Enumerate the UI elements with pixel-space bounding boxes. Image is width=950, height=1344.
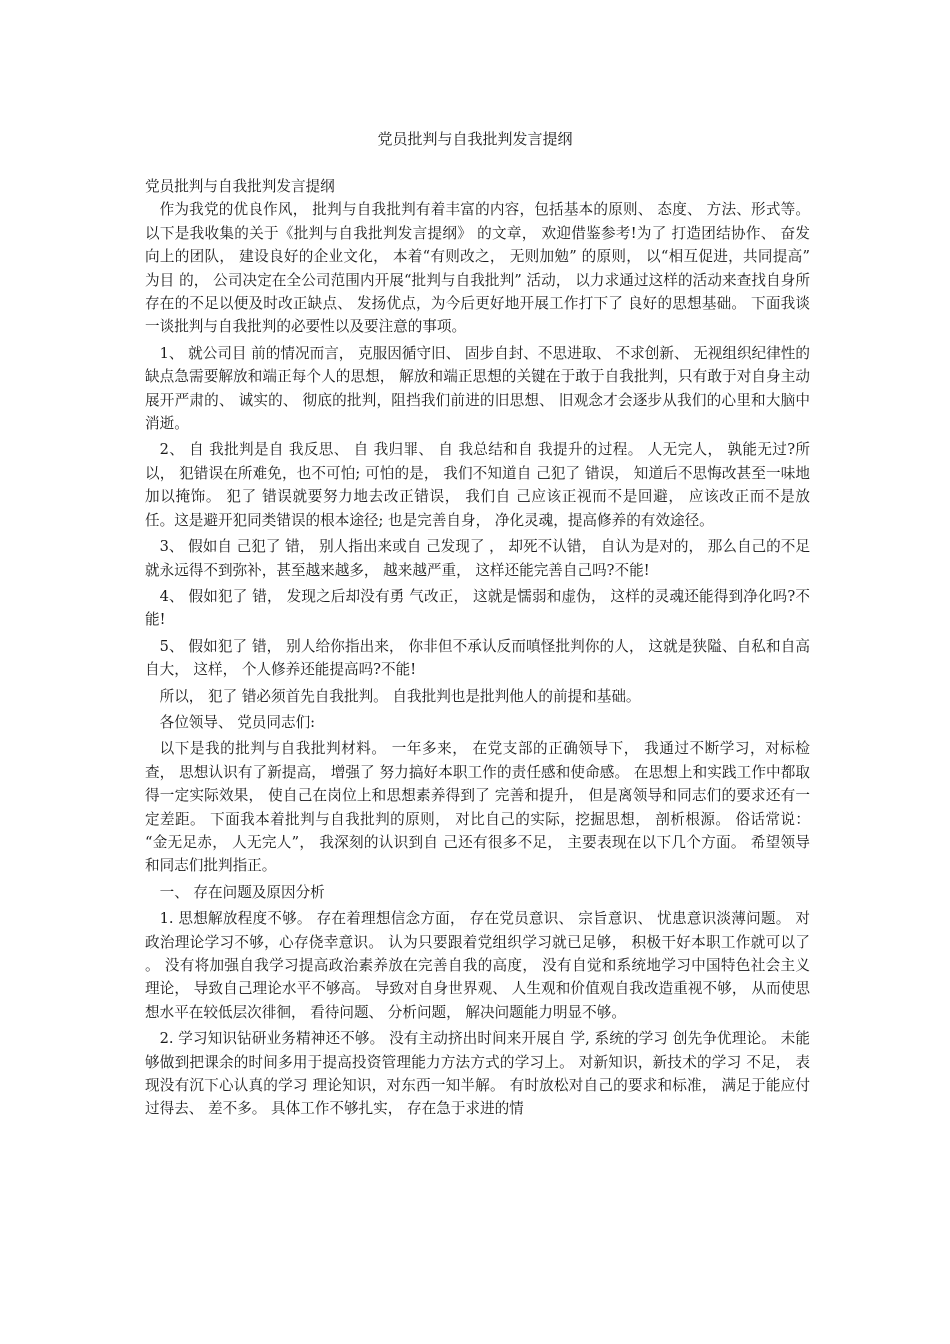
paragraph-salutation: 各位领导、 党员同志们:	[159, 713, 316, 731]
paragraph-point-2: 2、 自 我批判是自 我反思、 自 我归罪、 自 我总结和自 我提升的过程。 人无完人， 孰能无过?所以， 犯错误在所难免，也不可怕; 可怕的是， 我们不知道自 己犯了 错误， 知道后不思悔改甚至一味地加以掩饰。 犯了 错误就要努力地去改正错误， 我们自 己应该正视而不是回避， 应该改正而不是放任。这是避开犯同类错误的根本途径; 也是完善自身， 净化灵魂，提高修养的有效途径。	[145, 441, 810, 529]
paragraph-point-3: 3、 假如自 己犯了 错， 别人指出来或自 己发现了 ， 却死不认错， 自认为是对的， 那么自己的不足就永远得不到弥补，甚至越来越多， 越来越严重， 这样还能完善自己吗?不能!	[145, 538, 810, 579]
document-subtitle: 党员批判与自我批判发言提纲	[145, 178, 335, 195]
document-body	[145, 175, 810, 1124]
section-heading: 一、 存在问题及原因分析	[159, 883, 325, 901]
paragraph-conclusion: 所以， 犯了 错必须首先自我批判。 自我批判也是批判他人的前提和基础。	[159, 687, 641, 705]
paragraph-intro: 作为我党的优良作风， 批判与自我批判有着丰富的内容，包括基本的原则、 态度、 方法、形式等。 以下是我收集的关于《批判与自我批判发言提纲》 的文章， 欢迎借鉴参考!为了 打造团结协作、 奋发向上的团队， 建设良好的企业文化， 本着“有则改之， 无则加勉” 的原则， 以“相互促进，共同提高” 为目 的， 公司决定在全公司范围内开展“批判与自我批判” 活动， 以力求通过这样的活动来查找自身所存在的不足以便及时改正缺点、 发扬优点，为今后更好地开展工作打下了 良好的思想基础。 下面我谈一谈批判与自我批判的必要性以及要注意的事项。	[145, 201, 810, 336]
paragraph-issue-1: 1. 思想解放程度不够。 存在着理想信念方面， 存在党员意识、 宗旨意识、 忧患意识淡薄问题。 对政治理论学习不够，心存侥幸意识。 认为只要跟着党组织学习就已足够， 积极干好本职工作就可以了 。 没有将加强自我学习提高政治素养放在完善自我的高度， 没有自觉和系统地学习中国特色社会主义理论， 导致自己理论水平不够高。 导致对自身世界观、 人生观和价值观自我改造重视不够， 从而使思想水平在较低层次徘徊， 看待问题、 分析问题， 解决问题能力明显不够。	[145, 910, 810, 1021]
paragraph-point-4: 4、 假如犯了 错， 发现之后却没有勇 气改正， 这就是懦弱和虚伪， 这样的灵魂还能得到净化吗?不能!	[145, 587, 810, 629]
paragraph-self-review: 以下是我的批判与自我批判材料。 一年多来， 在党支部的正确领导下， 我通过不断学习，对标检查， 思想认识有了新提高， 增强了 努力搞好本职工作的责任感和使命感。 在思想上和实践工作中都取得一定实际效果， 使自己在岗位上和思想素养得到了 完善和提升， 但是离领导和同志们的要求还有一定差距。 下面我本着批判与自我批判的原则， 对比自己的实际，挖掘思想， 剖析根源。 俗话常说： “金无足赤， 人无完人”， 我深刻的认识到自 己还有很多不足， 主要表现在以下几个方面。 希望领导和同志们批判指正。	[145, 740, 810, 875]
paragraph-point-5: 5、 假如犯了 错， 别人给你指出来， 你非但不承认反而嗔怪批判你的人， 这就是狭隘、自私和自高自大， 这样， 个人修养还能提高吗?不能!	[145, 637, 810, 679]
paragraph-issue-2: 2. 学习知识钻研业务精神还不够。 没有主动挤出时间来开展自 学, 系统的学习 创先争优理论。 未能够做到把课余的时间多用于提高投资管理能力方法方式的学习上。 对新知识，新技术的学习 不足， 表现没有沉下心认真的学习 理论知识，对东西一知半解。 有时放松对自己的要求和标准， 满足于能应付过得去、 差不多。 具体工作不够扎实， 存在急于求进的情	[145, 1030, 810, 1118]
paragraph-point-1: 1、 就公司目 前的情况而言， 克服因循守旧、 固步自封、不思进取、 不求创新、 无视组织纪律性的缺点急需要解放和端正每个人的思想， 解放和端正思想的关键在于敢于自我批判，只有敢于对自身主动展开严肃的、 诚实的、 彻底的批判，阻挡我们前进的旧思想、 旧观念才会逐步从我们的心里和大脑中消逝。	[145, 344, 810, 433]
document-title: 党员批判与自我批判发言提纲	[377, 130, 573, 148]
